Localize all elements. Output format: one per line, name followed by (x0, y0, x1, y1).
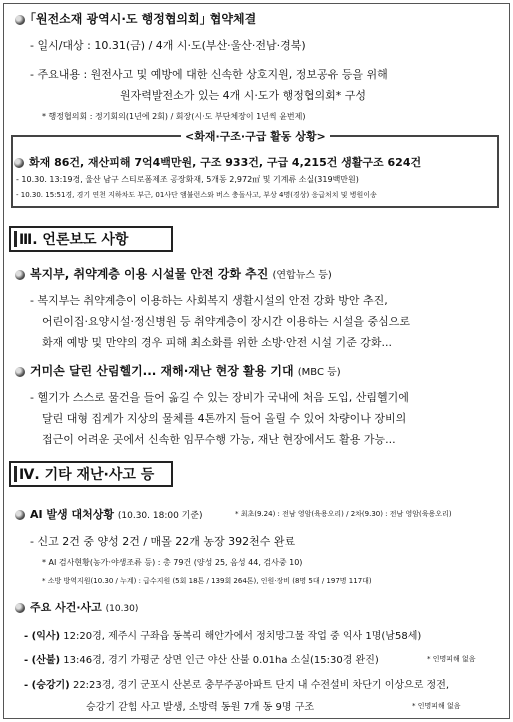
bullet-circle-icon (15, 15, 25, 25)
summary-main: 화재 86건, 재산피해 7억4백만원, 구조 933건, 구급 4,215건 생활구조 624건 (29, 156, 422, 169)
bullet-circle-icon (15, 367, 25, 377)
summary-line2: - 10.30. 15:51경, 경기 연천 지하차도 부근, 01사단 앰뷸런스와 버스 충돌사고, 부상 4명(경상) 응급처치 및 병원이송 (16, 191, 377, 199)
acc2-text: 13:46경, 경기 가평군 상면 인근 야산 산불 0.01ha 소실(15:30경 완진) (63, 655, 379, 666)
bullet-circle-icon (14, 158, 24, 168)
acc2-label: - (산불) (24, 655, 61, 666)
acc3-note: * 인명피해 없음 (412, 702, 461, 710)
s3-item1-line2: 어린이집·요양시설·정신병원 등 취약계층이 장시간 이용하는 시설을 중심으로 (42, 315, 411, 328)
heading-bar (14, 231, 17, 247)
acc3-label: - (승강기) (24, 680, 70, 691)
acc-title-row (15, 599, 138, 615)
s1-date-line: - 일시/대상 : 10.31(금) / 4개 시·도(부산·울산·전남·경북) (30, 39, 306, 52)
s3-item2-source: (MBC 등) (297, 367, 341, 378)
section4-heading-box (9, 461, 173, 487)
ai-note: * 최초(9.24) : 전남 영암(육용오리) / 2차(9.30) : 전남 영암(육용오리) (235, 510, 452, 518)
s3-item1-title: 복지부, 취약계층 이용 시설물 안전 강화 추진 (30, 267, 269, 281)
ai-time: (10.30. 18:00 기준) (117, 511, 203, 521)
ai-title: AI 발생 대처상황 (30, 508, 115, 521)
summary-main-row (14, 154, 421, 170)
s3-item2-line2: 달린 대형 집게가 지상의 물체를 4톤까지 들어 올릴 수 있어 차량이나 장비의 (42, 412, 407, 425)
s1-content-line2: 원자력발전소가 있는 4개 시·도가 행정협의회* 구성 (120, 89, 366, 102)
s3-item1-source: (연합뉴스 등) (272, 270, 332, 281)
bullet-circle-icon (15, 603, 25, 613)
s3-item1-line1: - 복지부는 취약계층이 이용하는 사회복지 생활시설의 안전 강화 방안 추진, (30, 294, 388, 307)
summary-line1: - 10.30. 13:19경, 울산 남구 스티로폼제조 공장화재, 5개동 2,972㎡ 및 기계류 소실(319백만원) (16, 175, 359, 184)
ai-note1: * AI 검사현황(농가·야생조류 등) : 총 79건 (양성 25, 음성 44, 검사중 10) (42, 558, 303, 567)
acc1-label: - (익사) (24, 631, 61, 642)
ai-note2: * 소방 방역지원(10.30 / 누계) : 급수지원 (5회 18톤 / 139회 264톤), 인원·장비 (8명 5대 / 197명 117대) (42, 577, 372, 585)
summary-title: <화재·구조·구급 활동 상황> (181, 128, 330, 144)
s1-title-row (15, 10, 256, 27)
acc3-text: 22:23경, 경기 군포시 산본로 충무주공아파트 단지 내 수전설비 차단기 이상으로 정전, (72, 680, 450, 691)
section3-heading-box (9, 226, 173, 252)
acc1-text: 12:20경, 제주시 구좌읍 동복리 해안가에서 정치망그물 작업 중 익사 1명(남58세) (63, 631, 422, 642)
s1-content-line1: - 주요내용 : 원전사고 및 예방에 대한 신속한 상호지원, 정보공유 등을 위해 (30, 68, 388, 81)
acc-date: (10.30) (105, 604, 139, 614)
s1-note: * 행정협의회 : 정기회의(1년에 2회) / 회장(시·도 부단체장이 1년씩 윤번제) (42, 112, 306, 121)
ai-line1: - 신고 2건 중 양성 2건 / 매몰 22개 농장 392천수 완료 (30, 535, 296, 548)
acc3-line2: 승강기 갇힘 사고 발생, 소방력 동원 7개 동 9명 구조 (86, 702, 315, 713)
s3-item1-title-row (15, 265, 332, 282)
s3-item2-line3: 접근이 어려운 곳에서 신속한 임무수행 가능, 재난 현장에서도 활용 가능... (42, 433, 396, 446)
ai-title-row (15, 506, 203, 522)
acc-title: 주요 사건·사고 (30, 601, 102, 614)
s3-item2-title-row (15, 362, 341, 379)
s1-title: ｢원전소재 광역시·도 행정협의회｣ 협약체결 (30, 12, 257, 26)
section3-heading: Ⅲ. 언론보도 사항 (19, 232, 129, 248)
s3-item1-line3: 화재 예방 및 만약의 경우 피해 최소화를 위한 소방·안전 시설 기준 강화... (42, 336, 392, 349)
acc3-row (24, 676, 449, 691)
s3-item2-line1: - 헬기가 스스로 물건을 들어 옮길 수 있는 장비가 국내에 처음 도입, 산림헬기에 (30, 391, 409, 404)
acc2-note: * 인명피해 없음 (427, 655, 476, 663)
bullet-circle-icon (15, 270, 25, 280)
section4-heading: Ⅳ. 기타 재난·사고 등 (19, 467, 155, 483)
bullet-circle-icon (15, 510, 25, 520)
heading-bar (14, 466, 17, 482)
acc1-row (24, 627, 421, 642)
s3-item2-title: 거미손 달린 산림헬기... 재해·재난 현장 활용 기대 (30, 364, 294, 378)
acc2-row (24, 651, 379, 666)
